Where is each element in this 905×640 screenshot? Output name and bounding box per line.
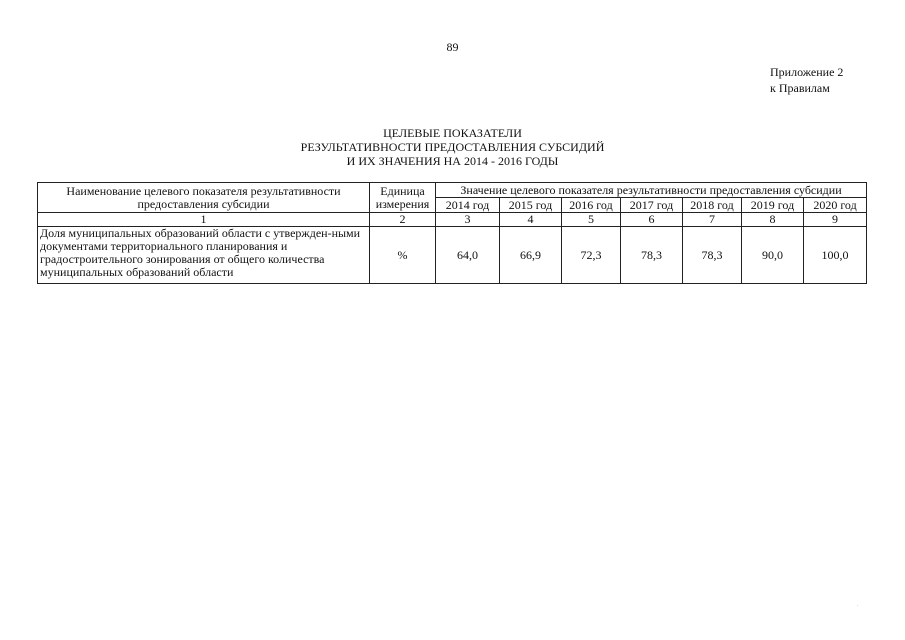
table-row — [38, 227, 867, 284]
column-number: 4 — [500, 213, 562, 227]
column-number: 1 — [38, 213, 370, 227]
title-line-3: И ИХ ЗНАЧЕНИЯ НА 2014 - 2016 ГОДЫ — [346, 154, 559, 168]
appendix-line-1: Приложение 2 — [770, 65, 844, 79]
year-header: 2018 год — [683, 198, 742, 213]
values-header: Значение целевого показателя результативности предоставления субсидии — [436, 183, 867, 198]
year-header: 2020 год — [804, 198, 867, 213]
indicator-value: 90,0 — [742, 227, 804, 284]
indicator-value: 78,3 — [683, 227, 742, 284]
col-name-header: Наименование целевого показателя результативности предоставления субсидии — [38, 183, 370, 213]
indicator-value: 64,0 — [436, 227, 500, 284]
appendix-line-2: к Правилам — [770, 81, 830, 95]
column-numbers-row — [38, 213, 867, 227]
indicator-value: 78,3 — [621, 227, 683, 284]
column-number: 6 — [621, 213, 683, 227]
year-header: 2019 год — [742, 198, 804, 213]
page-number: 89 — [446, 40, 459, 54]
column-number: 7 — [683, 213, 742, 227]
column-number: 9 — [804, 213, 867, 227]
year-header: 2017 год — [621, 198, 683, 213]
year-header: 2016 год — [562, 198, 621, 213]
header-row-1 — [38, 183, 867, 198]
column-number: 5 — [562, 213, 621, 227]
indicator-value: 100,0 — [804, 227, 867, 284]
indicator-value: 72,3 — [562, 227, 621, 284]
title-line-2: РЕЗУЛЬТАТИВНОСТИ ПРЕДОСТАВЛЕНИЯ СУБСИДИЙ — [300, 140, 605, 154]
indicator-name: Доля муниципальных образований области с утвержден-ными документами территориального планирования и градостроительного зонирования от общего количества муниципальных образований области — [38, 227, 370, 284]
title-line-1: ЦЕЛЕВЫЕ ПОКАЗАТЕЛИ — [383, 126, 522, 140]
document-title — [0, 126, 905, 168]
indicator-value: 66,9 — [500, 227, 562, 284]
col-unit-header: Единица измерения — [370, 183, 436, 213]
indicators-table — [37, 182, 867, 284]
column-number: 2 — [370, 213, 436, 227]
corner-mark: . — [857, 603, 859, 608]
appendix-note — [770, 64, 843, 96]
column-number: 3 — [436, 213, 500, 227]
year-header: 2014 год — [436, 198, 500, 213]
indicator-unit: % — [370, 227, 436, 284]
column-number: 8 — [742, 213, 804, 227]
year-header: 2015 год — [500, 198, 562, 213]
